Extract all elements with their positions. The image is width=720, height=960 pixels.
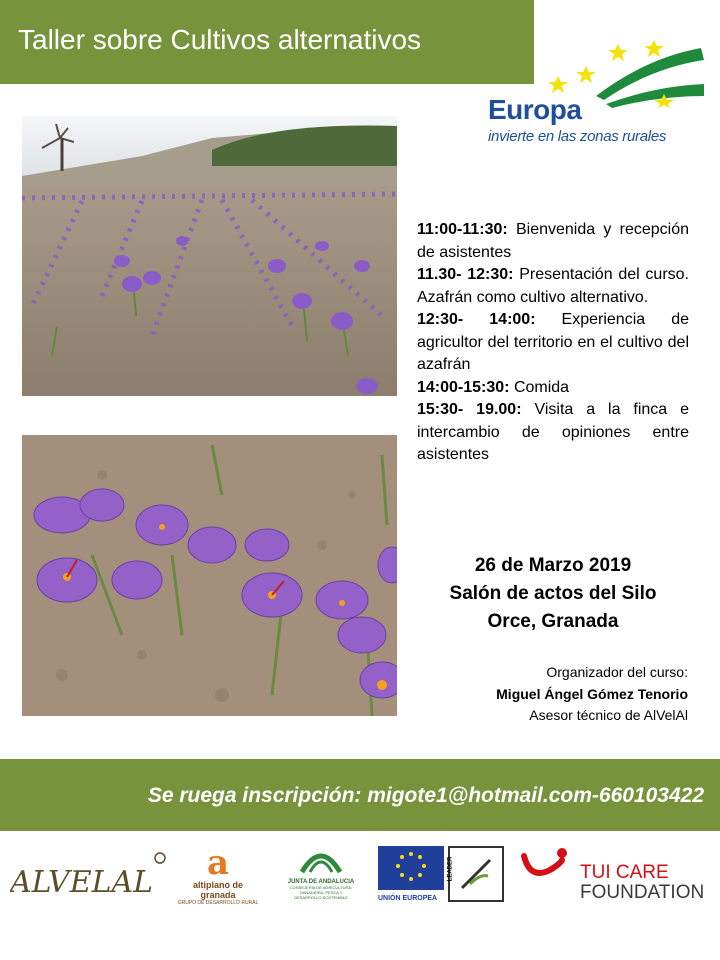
alvelal-wordmark: ALVELAL: [10, 865, 154, 900]
schedule-item: [417, 309, 689, 377]
europa-rural-logo: [486, 38, 711, 150]
saffron-field-photo: [22, 116, 397, 396]
junta-name: JUNTA DE ANDALUCIA: [287, 879, 355, 885]
altiplano-sub: GRUPO DE DESARROLLO RURAL: [177, 900, 259, 906]
schedule-item: [417, 377, 689, 400]
alvelal-logo: [10, 850, 170, 900]
organizer-label: Organizador del curso:: [546, 664, 688, 680]
junta-sub: CONSEJERÍA DE AGRICULTURA, GANADERÍA, PESCA Y DESARROLLO SOSTENIBLE: [289, 885, 353, 900]
altiplano-a-icon: a: [206, 843, 230, 883]
junta-emblem-icon: [298, 844, 344, 874]
leader-logo: [448, 846, 504, 902]
organizer-name: Miguel Ángel Gómez Tenorio: [496, 685, 688, 702]
event-place: Orce, Granada: [487, 611, 619, 632]
event-venue: Salón de actos del Silo: [449, 583, 657, 604]
eu-label: UNIÓN EUROPEA: [378, 895, 438, 902]
eu-logo-subtitle: invierte en las zonas rurales: [488, 128, 667, 145]
schedule-text: Experiencia de agricultor del territorio en el cultivo del azafrán: [417, 311, 689, 373]
junta-andalucia-logo: [286, 844, 356, 906]
altiplano-name: altiplano de granada: [192, 880, 243, 900]
tui-line2: FOUNDATION: [580, 882, 705, 903]
schedule-time: 15:30- 19.00:: [417, 401, 522, 418]
organizer: [420, 662, 688, 727]
schedule-item: [417, 219, 689, 264]
eu-flag-logo: [378, 846, 444, 906]
altiplano-logo: [176, 843, 260, 906]
page-title: Taller sobre Cultivos alternativos: [18, 24, 422, 55]
registration-text: Se ruega inscripción: migote1@hotmail.com-660103422: [147, 784, 704, 807]
schedule-item: [417, 399, 689, 467]
event-details: [407, 552, 699, 636]
schedule-item: [417, 264, 689, 309]
leader-icon: [450, 848, 502, 900]
eu-logo-title: Europa: [488, 94, 582, 125]
tui-smile-icon: [520, 846, 572, 882]
schedule-time: 12:30- 14:00:: [417, 311, 536, 328]
schedule-time: 11:00-11:30:: [417, 221, 508, 238]
crocus-closeup-photo: [22, 435, 397, 716]
schedule-text: Comida: [509, 378, 570, 396]
leader-label: LEADER: [447, 856, 454, 882]
schedule: [417, 219, 689, 467]
event-date: 26 de Marzo 2019: [474, 555, 632, 576]
tui-care-logo: [520, 846, 710, 906]
tui-line1: TUI CARE: [580, 862, 669, 883]
schedule-text: Bienvenida y recepción de asistentes: [417, 221, 689, 261]
title-banner: [0, 0, 534, 84]
eu-flag-icon: [378, 846, 444, 890]
registration-banner: [0, 759, 720, 831]
schedule-text: Visita a la finca e intercambio de opiniones entre asistentes: [417, 401, 690, 463]
organizer-role: Asesor técnico de AlVelAl: [529, 707, 688, 723]
schedule-time: 14:00-15:30:: [417, 378, 510, 396]
schedule-time: 11.30- 12:30:: [417, 266, 514, 283]
alvelal-figure-icon: [10, 850, 170, 900]
schedule-text: Presentación del curso. Azafrán como cultivo alternativo.: [417, 266, 689, 306]
